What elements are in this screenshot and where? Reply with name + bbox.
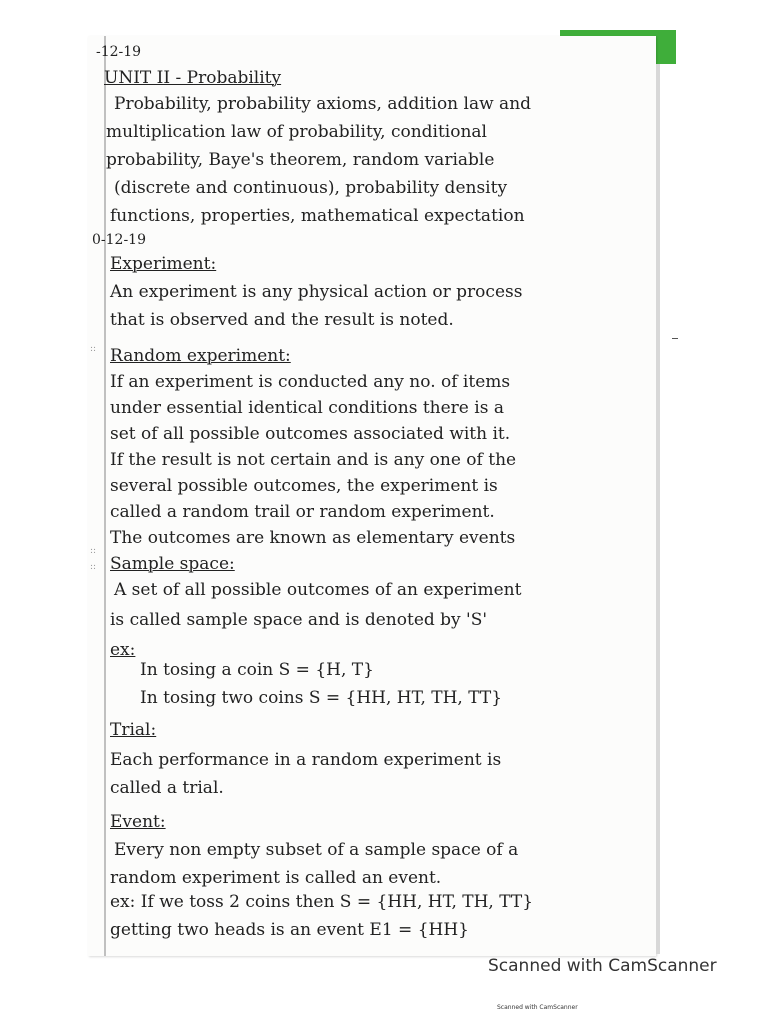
sample-space-line: A set of all possible outcomes of an experiment (114, 580, 522, 600)
notebook-page (88, 36, 656, 956)
camscanner-watermark: Scanned with CamScanner (488, 956, 717, 976)
binding-hole: :: (90, 344, 97, 354)
heading-random-experiment: Random experiment: (110, 346, 291, 366)
random-experiment-line: If an experiment is conducted any no. of items (110, 372, 511, 392)
sample-space-line: is called sample space and is denoted by 'S' (110, 610, 488, 630)
page-tick-mark (672, 338, 678, 339)
camscanner-footer: Scanned with CamScanner (497, 1004, 578, 1011)
page-edge (656, 64, 660, 954)
random-experiment-line: called a random trail or random experiment. (110, 502, 495, 522)
syllabus-line: Probability, probability axioms, addition law and (114, 94, 532, 114)
event-example: getting two heads is an event E1 = {HH} (110, 920, 469, 940)
event-line: random experiment is called an event. (110, 868, 442, 888)
heading-event: Event: (110, 812, 166, 832)
experiment-line: An experiment is any physical action or process (110, 282, 523, 302)
trial-line: Each performance in a random experiment is (110, 750, 502, 770)
sample-space-example: In tosing two coins S = {HH, HT, TH, TT} (140, 688, 503, 708)
date-first: -12-19 (96, 44, 142, 60)
binding-hole: :: (90, 546, 97, 556)
unit-title: UNIT II - Probability (104, 68, 282, 88)
event-example: ex: If we toss 2 coins then S = {HH, HT, TH, TT} (110, 892, 534, 912)
heading-trial: Trial: (110, 720, 157, 740)
random-experiment-line: several possible outcomes, the experiment is (110, 476, 498, 496)
syllabus-line: probability, Baye's theorem, random variable (106, 150, 495, 170)
example-label: ex: (110, 640, 136, 660)
syllabus-line: functions, properties, mathematical expectation (110, 206, 525, 226)
heading-experiment: Experiment: (110, 254, 217, 274)
date-second: 0-12-19 (92, 232, 146, 248)
experiment-line: that is observed and the result is noted. (110, 310, 454, 330)
event-line: Every non empty subset of a sample space of a (114, 840, 519, 860)
random-experiment-line: If the result is not certain and is any one of the (110, 450, 517, 470)
heading-sample-space: Sample space: (110, 554, 235, 574)
sample-space-example: In tosing a coin S = {H, T} (140, 660, 374, 680)
binding-hole: :: (90, 562, 97, 572)
margin-line (104, 36, 106, 956)
syllabus-line: multiplication law of probability, conditional (106, 122, 487, 142)
random-experiment-line: set of all possible outcomes associated with it. (110, 424, 511, 444)
random-experiment-line: The outcomes are known as elementary events (110, 528, 516, 548)
trial-line: called a trial. (110, 778, 224, 798)
syllabus-line: (discrete and continuous), probability density (114, 178, 508, 198)
random-experiment-line: under essential identical conditions there is a (110, 398, 504, 418)
